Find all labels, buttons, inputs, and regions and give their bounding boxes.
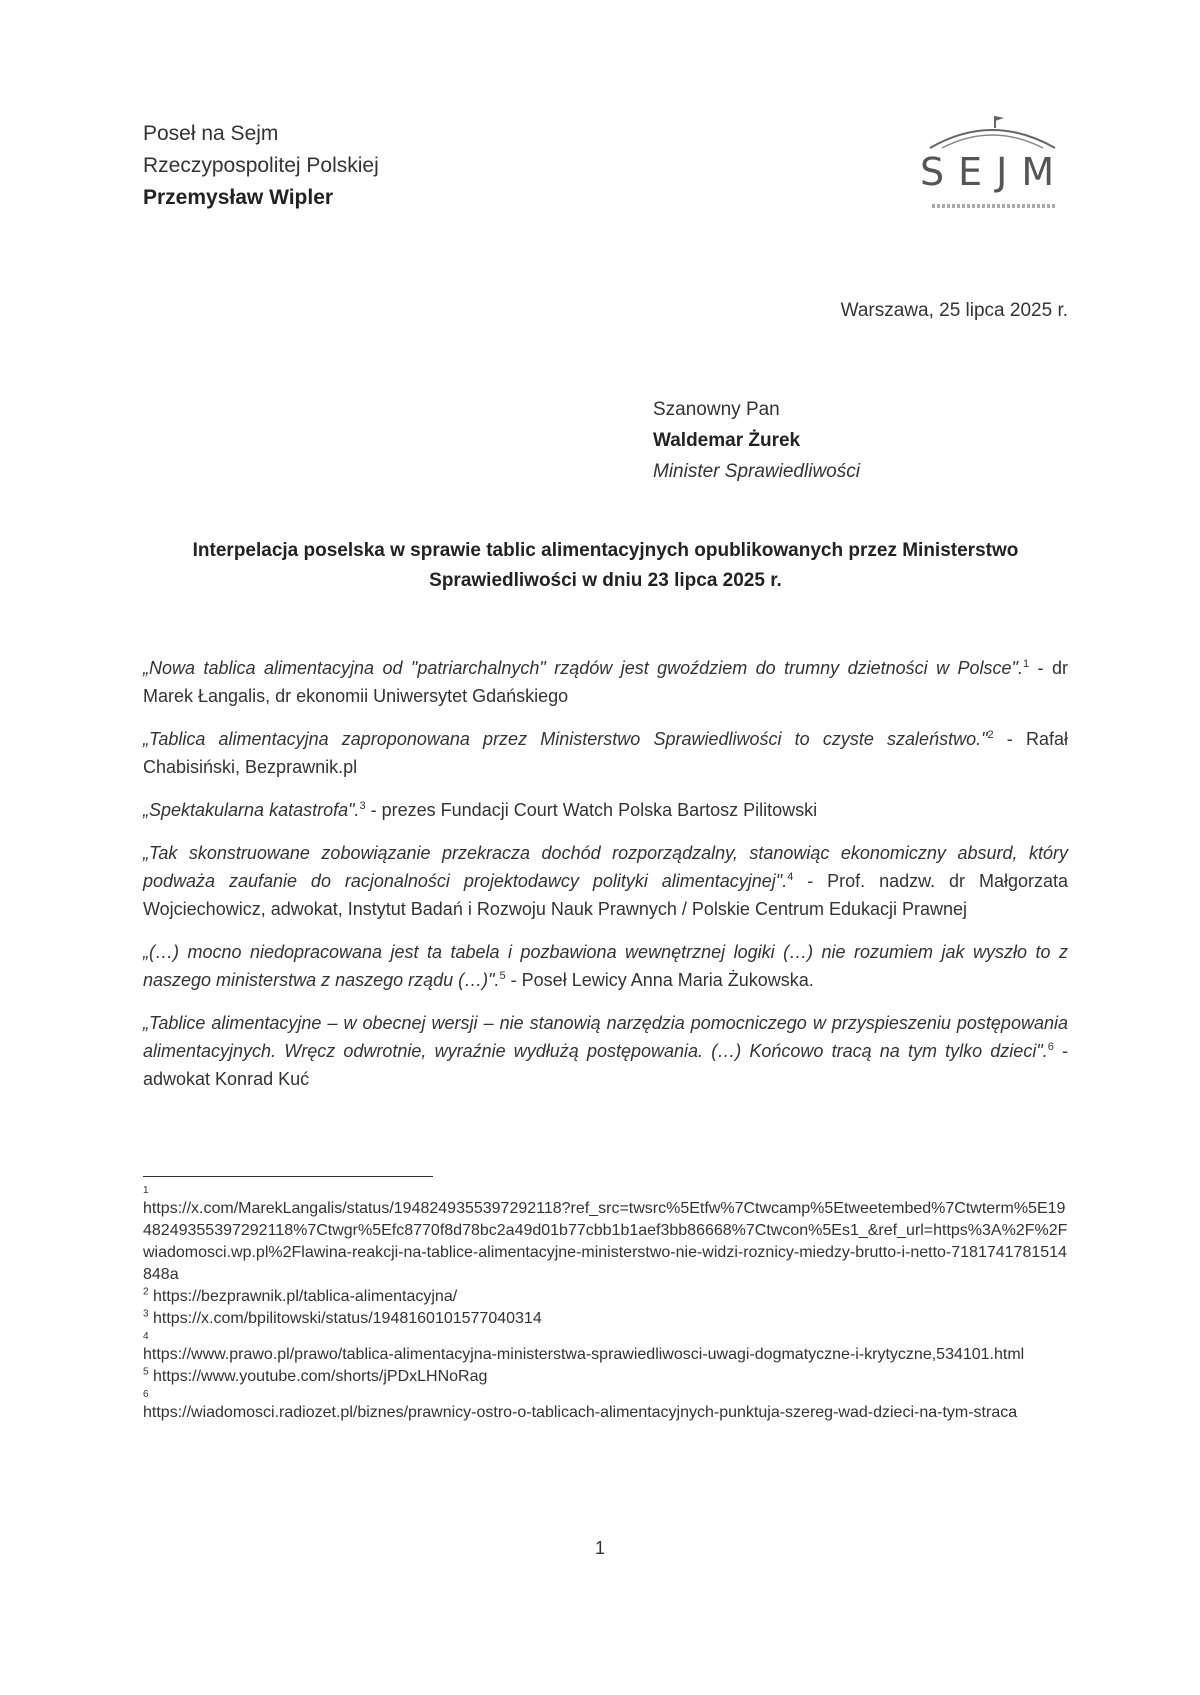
addressee-name: Waldemar Żurek xyxy=(653,430,801,451)
footnote-link[interactable]: https://bezprawnik.pl/tablica-alimentacyjna/ xyxy=(153,1288,458,1305)
quote-author: - Poseł Lewicy Anna Maria Żukowska. xyxy=(505,970,814,990)
footnote-item xyxy=(143,1330,1068,1366)
footnote-link[interactable]: https://wiadomosci.radiozet.pl/biznes/prawnicy-ostro-o-tablicach-alimentacyjnych-punktuja-szereg-wad-dzieci-na-tym-straca xyxy=(143,1404,1018,1421)
addressee-block xyxy=(653,394,860,487)
quote-item xyxy=(143,1009,1068,1093)
footnote-item xyxy=(143,1184,1068,1286)
quote-author: - dr Marek Łangalis, dr ekonomii Uniwersytet Gdańskiego xyxy=(143,658,1068,706)
quotes-list xyxy=(143,654,1068,1108)
sejm-logo-text: SEJM xyxy=(920,150,1069,194)
footnote-separator xyxy=(143,1176,433,1177)
footnote-link[interactable]: https://www.prawo.pl/prawo/tablica-alimentacyjna-ministerstwa-sprawiedliwosci-uwagi-dogmatyczne-i-krytyczne,534101.html xyxy=(143,1346,1025,1363)
title-line2: Sprawiedliwości w dniu 23 lipca 2025 r. xyxy=(429,570,782,591)
title-line1: Interpelacja poselska w sprawie tablic alimentacyjnych opublikowanych przez Ministerstwo xyxy=(192,540,1019,561)
quote-item xyxy=(143,839,1068,923)
sender-name: Przemysław Wipler xyxy=(143,186,334,209)
quote-item xyxy=(143,654,1068,710)
footnote-ref[interactable]: 6 xyxy=(1047,1041,1054,1053)
quote-text: „Spektakularna katastrofa". xyxy=(143,800,360,820)
footnote-link[interactable]: https://www.youtube.com/shorts/jPDxLHNoRag xyxy=(153,1368,488,1385)
sejm-building-icon xyxy=(920,112,1065,152)
footnote-ref[interactable]: 1 xyxy=(1022,658,1030,670)
quote-item xyxy=(143,725,1068,781)
document-title xyxy=(143,536,1068,596)
footnote-link[interactable]: https://x.com/bpilitowski/status/1948160101577040314 xyxy=(153,1310,542,1327)
sejm-logo-subline xyxy=(932,204,1057,208)
sejm-logo xyxy=(920,112,1069,212)
footnote-ref[interactable]: 2 xyxy=(987,729,994,741)
quote-text: „(…) mocno niedopracowana jest ta tabela i pozbawiona wewnętrznej logiki (…) nie rozumiem jak wyszło to z naszego ministerstwa z naszego rządu (…)". xyxy=(143,942,1068,990)
quote-item xyxy=(143,796,1068,824)
footnote-item xyxy=(143,1286,1068,1308)
footnote-ref[interactable]: 4 xyxy=(787,871,794,883)
addressee-salutation: Szanowny Pan xyxy=(653,399,780,420)
footnote-item xyxy=(143,1366,1068,1388)
footnote-item xyxy=(143,1388,1068,1424)
sender-line2: Rzeczypospolitej Polskiej xyxy=(143,154,379,177)
letter-date: Warszawa, 25 lipca 2025 r. xyxy=(840,300,1068,321)
footnote-ref[interactable]: 5 xyxy=(499,970,506,982)
footnotes-list xyxy=(143,1184,1068,1424)
page-number: 1 xyxy=(594,1538,605,1558)
footnote-number: 5 xyxy=(143,1366,149,1378)
quote-author: - prezes Fundacji Court Watch Polska Bartosz Pilitowski xyxy=(365,800,818,820)
footnote-number: 2 xyxy=(143,1286,149,1298)
footnote-item xyxy=(143,1308,1068,1330)
footnote-number: 3 xyxy=(143,1308,149,1320)
quote-text: „Tak skonstruowane zobowiązanie przekracza dochód rozporządzalny, stanowiąc ekonomiczny absurd, który podważa zaufanie do racjonalności projektodawcy polityki alimentacyjnej". xyxy=(143,843,1068,891)
quote-author: - adwokat Konrad Kuć xyxy=(143,1041,1069,1089)
footnote-link[interactable]: https://x.com/MarekLangalis/status/1948249355397292118?ref_src=twsrc%5Etfw%7Ctwcamp%5Etweetembed%7Ctwterm%5E1948249355397292118%7Ctwgr%5Efc8770f8d78bc2a49d01b77cbb1b1aef3bb86668%7Ctwcon%5Es1_&ref_url=https%3A%2F%2Fwiadomosci.wp.pl%2Flawina-reakcji-na-tablice-alimentacyjne-ministerstwo-nie-widzi-roznicy-miedzy-brutto-i-netto-7181741781514848a xyxy=(143,1200,1068,1283)
footnote-number: 4 xyxy=(143,1331,149,1342)
quote-text: „Nowa tablica alimentacyjna od "patriarchalnych" rządów jest gwoździem do trumny dzietności w Polsce". xyxy=(143,658,1023,678)
quote-item xyxy=(143,938,1068,994)
footnote-number: 1 xyxy=(143,1185,149,1196)
quote-author: - Rafał Chabisiński, Bezprawnik.pl xyxy=(143,729,1068,777)
footnote-number: 6 xyxy=(143,1389,149,1400)
quote-text: „Tablica alimentacyjna zaproponowana przez Ministerstwo Sprawiedliwości to czyste szaleństwo." xyxy=(143,729,988,749)
quote-author: - Prof. nadzw. dr Małgorzata Wojciechowicz, adwokat, Instytut Badań i Rozwoju Nauk Prawnych / Polskie Centrum Edukacji Prawnej xyxy=(143,871,1068,919)
sender-block xyxy=(143,118,379,214)
footnote-ref[interactable]: 3 xyxy=(359,800,366,812)
addressee-role: Minister Sprawiedliwości xyxy=(653,461,860,482)
sender-line1: Poseł na Sejm xyxy=(143,122,279,145)
quote-text: „Tablice alimentacyjne – w obecnej wersji – nie stanowią narzędzia pomocniczego w przyspieszeniu postępowania alimentacyjnych. Wręcz odwrotnie, wyraźnie wydłużą postępowania. (…) Końcowo tracą na tym tylko dzieci". xyxy=(143,1013,1068,1061)
